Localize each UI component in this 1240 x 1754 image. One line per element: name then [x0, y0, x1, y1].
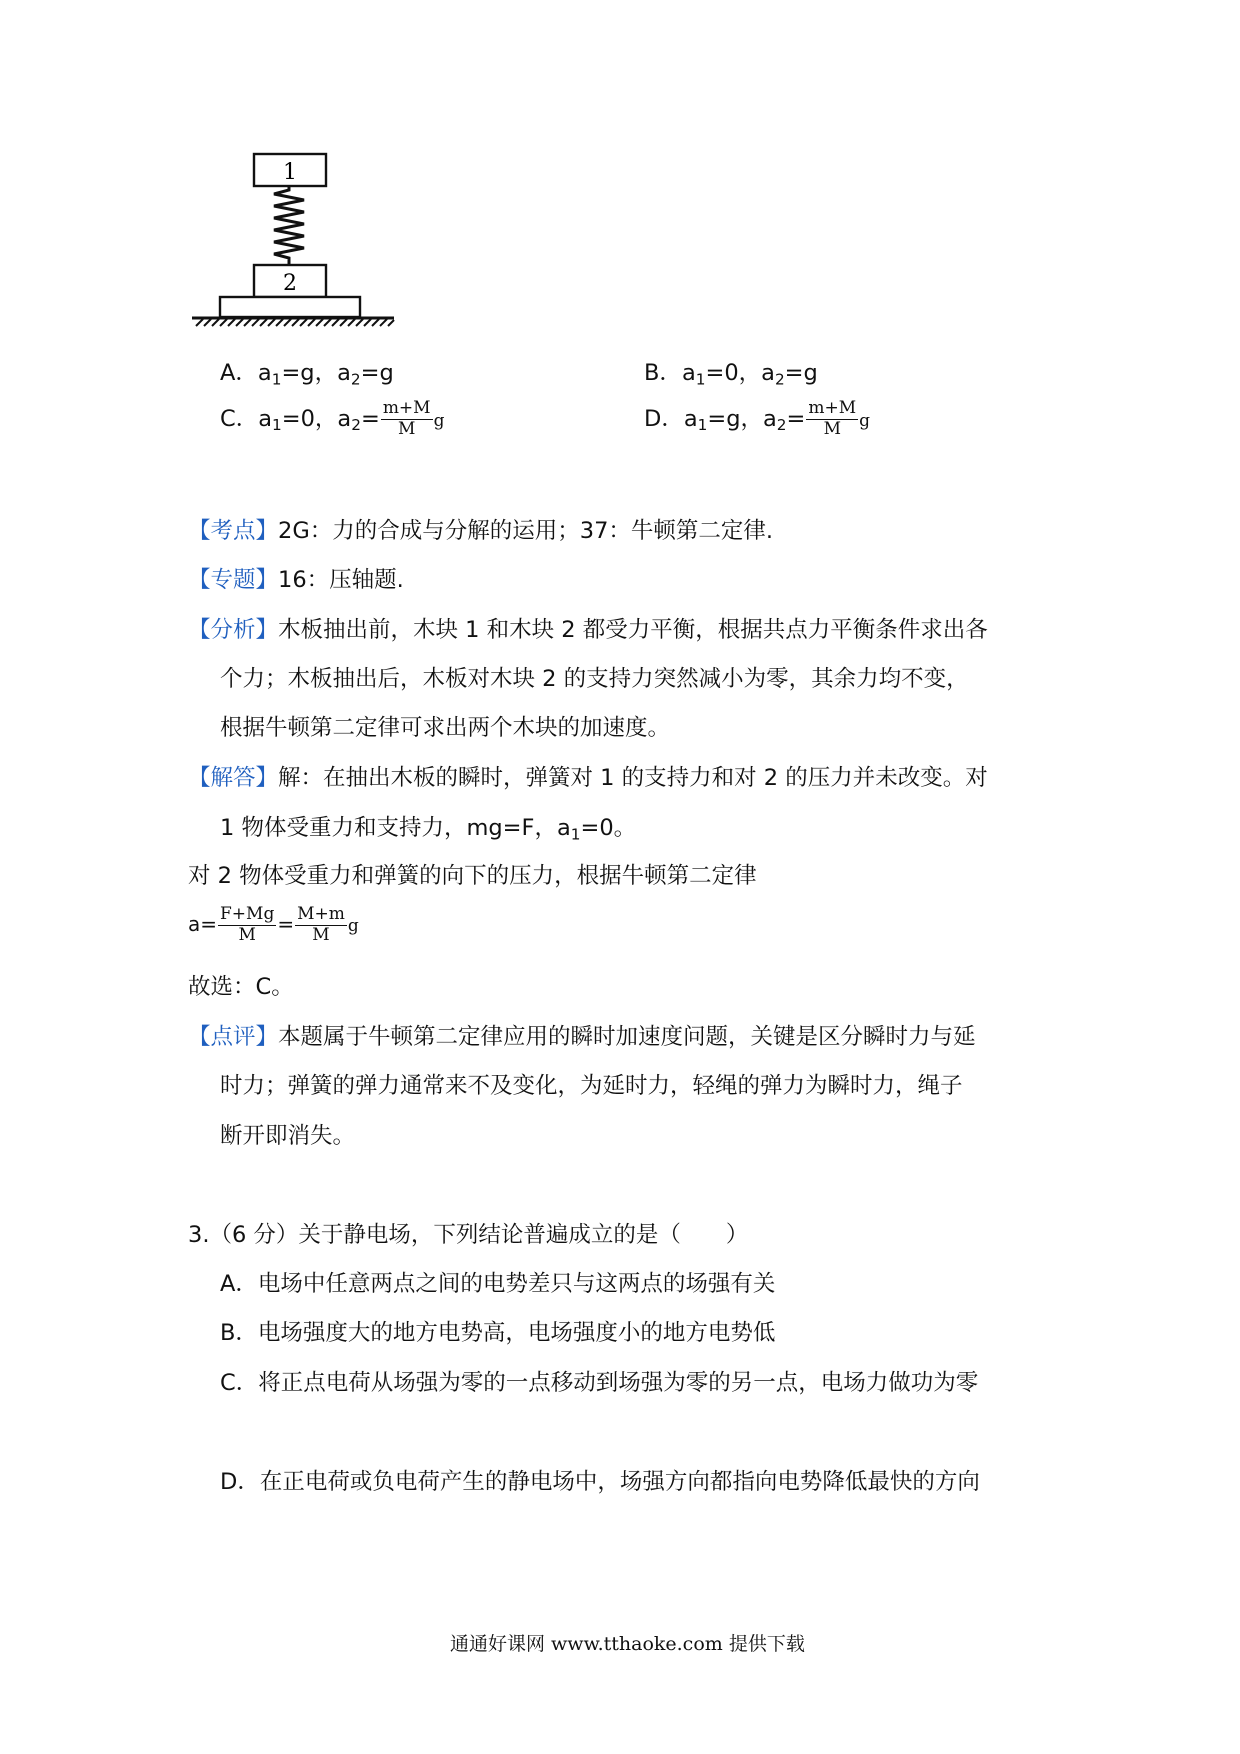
- page-footer: 通通好课网 www.tthaoke.com 提供下载: [450, 1633, 805, 1655]
- ground-hatching: [196, 319, 394, 326]
- fraction: $\frac{M+m}{M}$: [297, 904, 345, 945]
- option-a: A．$a_1=g$，$a_2=g$: [220, 360, 394, 389]
- fenxi-line-1: 【分析】木板抽出前，木块 1 和木块 2 都受力平衡，根据共点力平衡条件求出各: [188, 617, 988, 643]
- fenxi-line-2: 个力；木板抽出后，木板对木块 2 的支持力突然减小为零，其余力均不变，: [220, 666, 969, 692]
- question-3-stem: 3.（6 分）关于静电场，下列结论普遍成立的是（ ）: [188, 1222, 749, 1248]
- option-d: D．$a_1=g$，$a_2=$ $\frac{m+M}{M}$ g: [644, 398, 871, 439]
- answer-line: 故选：C。: [188, 974, 294, 1000]
- dianping-line-3: 断开即消失。: [220, 1123, 356, 1149]
- jieda-line-3: 对 2 物体受重力和弹簧的向下的压力，根据牛顿第二定律: [188, 863, 757, 889]
- question-3-option-d: D．在正电荷或负电荷产生的静电场中，场强方向都指向电势降低最快的方向: [220, 1469, 980, 1495]
- fraction: $\frac{F+Mg}{M}$: [220, 904, 275, 945]
- fraction: $\frac{m+M}{M}$: [808, 398, 857, 439]
- block-2-label: 2: [283, 271, 297, 296]
- kaodian-tag: 【考点】: [188, 518, 279, 544]
- question-3-option-c: C．将正点电荷从场强为零的一点移动到场强为零的另一点，电场力做功为零: [220, 1370, 979, 1396]
- spring-blocks-figure: [188, 150, 398, 340]
- block-1-label: 1: [283, 160, 297, 185]
- fenxi-tag: 【分析】: [188, 617, 279, 643]
- jieda-line-2: 1 物体受重力和支持力，mg=F，$a_1=0$。: [220, 815, 637, 844]
- zhuanti-tag: 【专题】: [188, 567, 279, 593]
- dianping-line-2: 时力；弹簧的弹力通常来不及变化，为延时力，轻绳的弹力为瞬时力，绳子: [220, 1073, 963, 1099]
- spring: [274, 186, 304, 265]
- question-3-option-a: A．电场中任意两点之间的电势差只与这两点的场强有关: [220, 1271, 776, 1297]
- option-b: B．$a_1=0$，$a_2=g$: [644, 360, 818, 389]
- option-c: C．$a_1=0$，$a_2=$ $\frac{m+M}{M}$ g: [220, 398, 445, 439]
- board: [220, 297, 360, 317]
- jieda-tag: 【解答】: [188, 765, 279, 791]
- fraction: $\frac{m+M}{M}$: [382, 398, 431, 439]
- kaodian-line: 【考点】2G：力的合成与分解的运用；37：牛顿第二定律.: [188, 518, 774, 544]
- question-3-option-b: B．电场强度大的地方电势高，电场强度小的地方电势低: [220, 1320, 776, 1346]
- acceleration-formula: a= $\frac{F+Mg}{M}$ = $\frac{M+m}{M}$ g: [188, 904, 359, 945]
- fenxi-line-3: 根据牛顿第二定律可求出两个木块的加速度。: [220, 715, 671, 741]
- dianping-line-1: 【点评】本题属于牛顿第二定律应用的瞬时加速度问题，关键是区分瞬时力与延: [188, 1024, 976, 1050]
- dianping-tag: 【点评】: [188, 1024, 279, 1050]
- zhuanti-line: 【专题】16：压轴题.: [188, 567, 404, 593]
- jieda-line-1: 【解答】解：在抽出木板的瞬时，弹簧对 1 的支持力和对 2 的压力并未改变。对: [188, 765, 988, 791]
